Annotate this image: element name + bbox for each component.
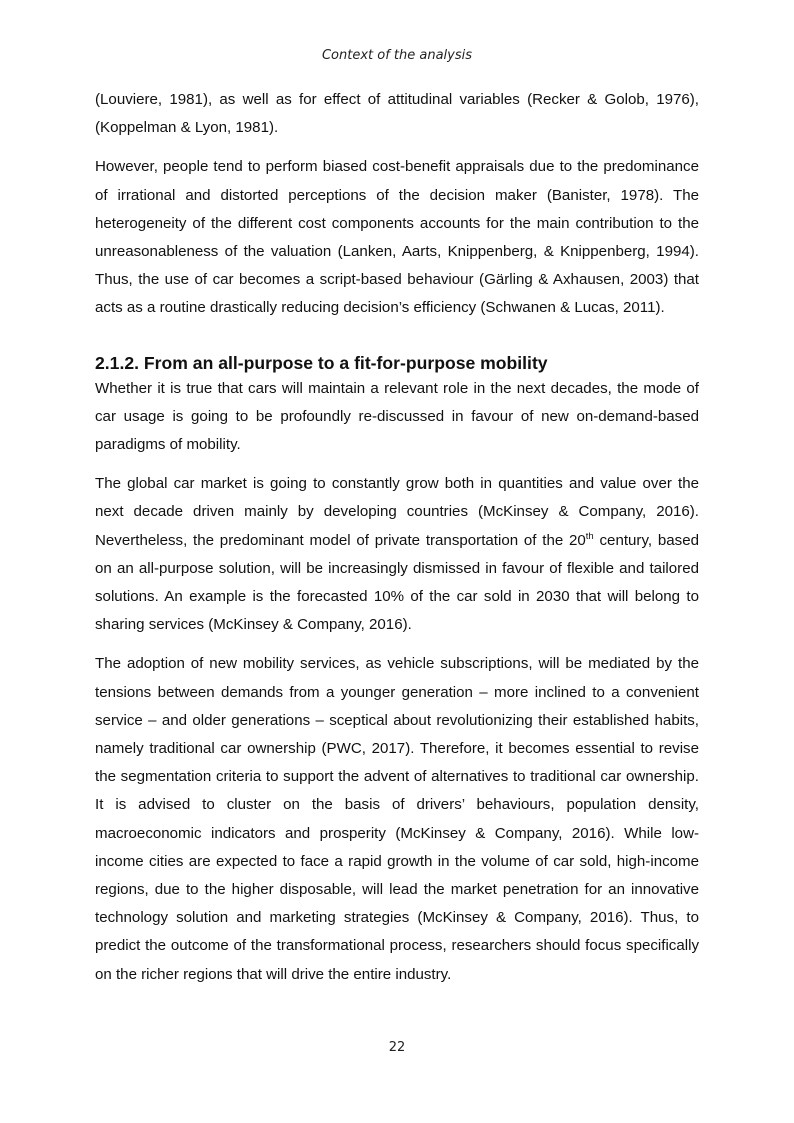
paragraph-1: (Louviere, 1981), as well as for effect of attitudinal variables (Recker & Golob, 1976), (Koppelman & Lyon, 1981).: [95, 91, 699, 137]
page-number: 22: [388, 1040, 406, 1055]
paragraph-2: However, people tend to perform biased cost-benefit appraisals due to the predominance of irrational and distorted perceptions of the decision maker (Banister, 1978). The heterogeneity of the different cost components accounts for the main contribution to the unreasonableness of the valuation (Lanken, Aarts, Knippenberg, & Knippenberg, 1994). Thus, the use of car becomes a script-based behaviour (Gärling & Axhausen, 2003) that acts as a routine drastically reducing decision’s efficiency (Schwanen & Lucas, 2011).: [95, 158, 699, 317]
running-header: Context of the analysis: [321, 48, 473, 63]
paragraph-4-part-a: The global car market is going to constantly grow both in quantities and value over the next decade driven mainly by developing countries (McKinsey & Company, 2016). Nevertheless, the predominant model of private transportation of the 20: [95, 475, 699, 549]
paragraph-4: [95, 470, 699, 639]
superscript-th: th: [585, 530, 594, 542]
paragraph-4-part-b: century, based on an all-purpose solution, will be increasingly dismissed in favour of flexible and tailored solutions. An example is the forecasted 10% of the car sold in 2030 that will belong to sharing services (McKinsey & Company, 2016).: [95, 531, 699, 634]
paragraph-3: Whether it is true that cars will maintain a relevant role in the next decades, the mode of car usage is going to be profoundly re-discussed in favour of new on-demand-based paradigms of mobility.: [95, 379, 699, 454]
section-heading: 2.1.2. From an all-purpose to a fit-for-purpose mobility: [95, 352, 548, 373]
body-text: [95, 86, 699, 1000]
paragraph-5: The adoption of new mobility services, as vehicle subscriptions, will be mediated by the tensions between demands from a younger generation – more inclined to a convenient service – and older generations – sceptical about revolutionizing their established habits, namely traditional car ownership (PWC, 2017). Therefore, it becomes essential to revise the segmentation criteria to support the advent of alternatives to traditional car ownership. It is advised to cluster on the basis of drivers’ behaviours, population density, macroeconomic indicators and prosperity (McKinsey & Company, 2016). While low-income cities are expected to face a rapid growth in the volume of car sold, high-income regions, due to the higher disposable, will lead the market penetration for an innovative technology solution and marketing strategies (McKinsey & Company, 2016). Thus, to predict the outcome of the transformational process, researchers should focus specifically on the richer regions that will drive the entire industry.: [95, 655, 699, 983]
